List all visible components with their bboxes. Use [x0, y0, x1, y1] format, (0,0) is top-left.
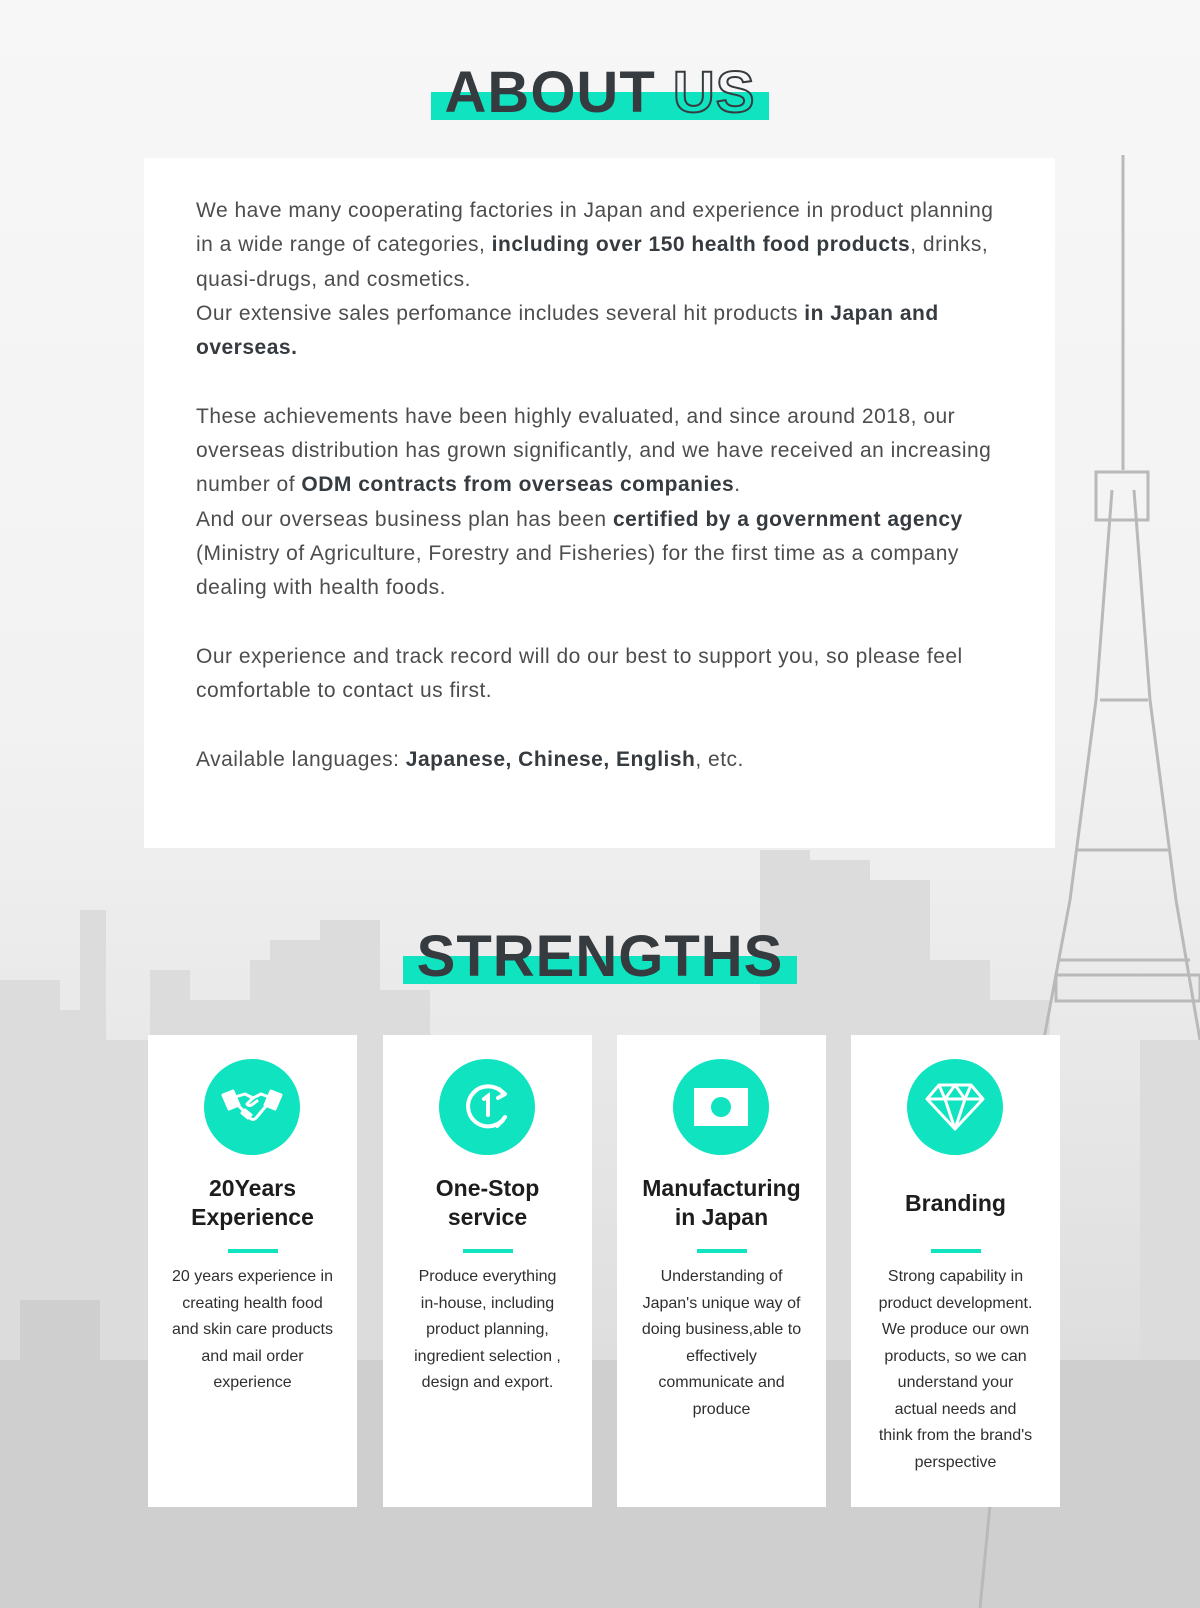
japan-flag-icon	[673, 1059, 769, 1155]
title-underline	[931, 1249, 981, 1253]
us-heading-outlined-text: US	[672, 60, 756, 125]
description-line: and mail order	[201, 1347, 304, 1365]
description-line: think from the brand's	[878, 1427, 1033, 1444]
one-stop-cycle-icon	[439, 1059, 535, 1155]
description-line: products, so we can	[884, 1347, 1027, 1365]
description-line: We produce our own	[881, 1321, 1030, 1338]
description-line: product development.	[878, 1294, 1033, 1312]
description-line: Produce everything	[418, 1268, 557, 1285]
description-line: effectively	[686, 1347, 757, 1365]
description-line: produce	[692, 1400, 751, 1418]
title-underline	[463, 1249, 513, 1253]
description-line: in-house, including	[420, 1294, 555, 1312]
title-underline	[697, 1249, 747, 1253]
description-line: design and export.	[421, 1374, 554, 1391]
strength-card-manufacturing	[617, 1035, 826, 1507]
description-line: actual needs and	[894, 1400, 1017, 1418]
description-line: perspective	[914, 1453, 997, 1471]
about-paragraph-1: We have many cooperating factories in Japan and experience in product planning in a wide range of categories, including over 150 health food products, drinks, quasi-drugs, and cosmetics. Our extensive sales perfomance includes several hit products in Japan and overseas.	[196, 199, 994, 360]
card-description	[859, 1264, 1052, 1476]
available-languages: Available languages: Japanese, Chinese, English, etc.	[196, 747, 744, 771]
strengths-heading	[0, 924, 1200, 989]
card-title: 20Years Experience	[191, 1175, 314, 1230]
description-line: creating health food	[182, 1294, 323, 1312]
strengths-heading-text: STRENGTHS	[416, 924, 784, 989]
description-line: Japan's unique way of	[642, 1294, 801, 1312]
description-line: experience	[213, 1374, 292, 1391]
description-line: ingredient selection ,	[414, 1347, 561, 1365]
strength-card-branding	[851, 1035, 1060, 1507]
card-title: Branding	[905, 1189, 1006, 1216]
description-line: Understanding of	[660, 1268, 783, 1285]
description-line: and skin care products	[172, 1321, 333, 1338]
card-title: One-Stop service	[435, 1175, 540, 1230]
title-underline	[228, 1249, 278, 1253]
strength-card-experience	[148, 1035, 357, 1507]
card-description	[625, 1264, 818, 1423]
about-paragraph-3: Our experience and track record will do our best to support you, so please feel comfortable to contact us first.	[196, 644, 963, 703]
description-line: product planning,	[426, 1321, 549, 1338]
about-us-heading	[0, 60, 1200, 125]
diamond-icon	[907, 1059, 1003, 1155]
description-line: Strong capability in	[887, 1268, 1024, 1285]
description-line: 20 years experience in	[172, 1268, 333, 1285]
description-line: doing business,able to	[641, 1321, 802, 1338]
card-description	[156, 1264, 349, 1397]
card-description	[391, 1264, 584, 1397]
about-paragraph-2: These achievements have been highly evaluated, and since around 2018, our overseas distribution has grown significantly, and we have received an increasing number of ODM contracts from overseas companies. And our overseas business plan has been certified by a government agency (Ministry of Agriculture, Forestry and Fisheries) for the first time as a company dealing with health foods.	[196, 404, 992, 600]
strength-card-one-stop	[383, 1035, 592, 1507]
about-heading-text: ABOUT	[444, 60, 656, 125]
handshake-icon	[204, 1059, 300, 1155]
card-title: Manufacturing in Japan	[642, 1175, 801, 1230]
about-us-card	[144, 158, 1055, 848]
description-line: understand your	[897, 1374, 1014, 1391]
description-line: communicate and	[658, 1374, 785, 1391]
